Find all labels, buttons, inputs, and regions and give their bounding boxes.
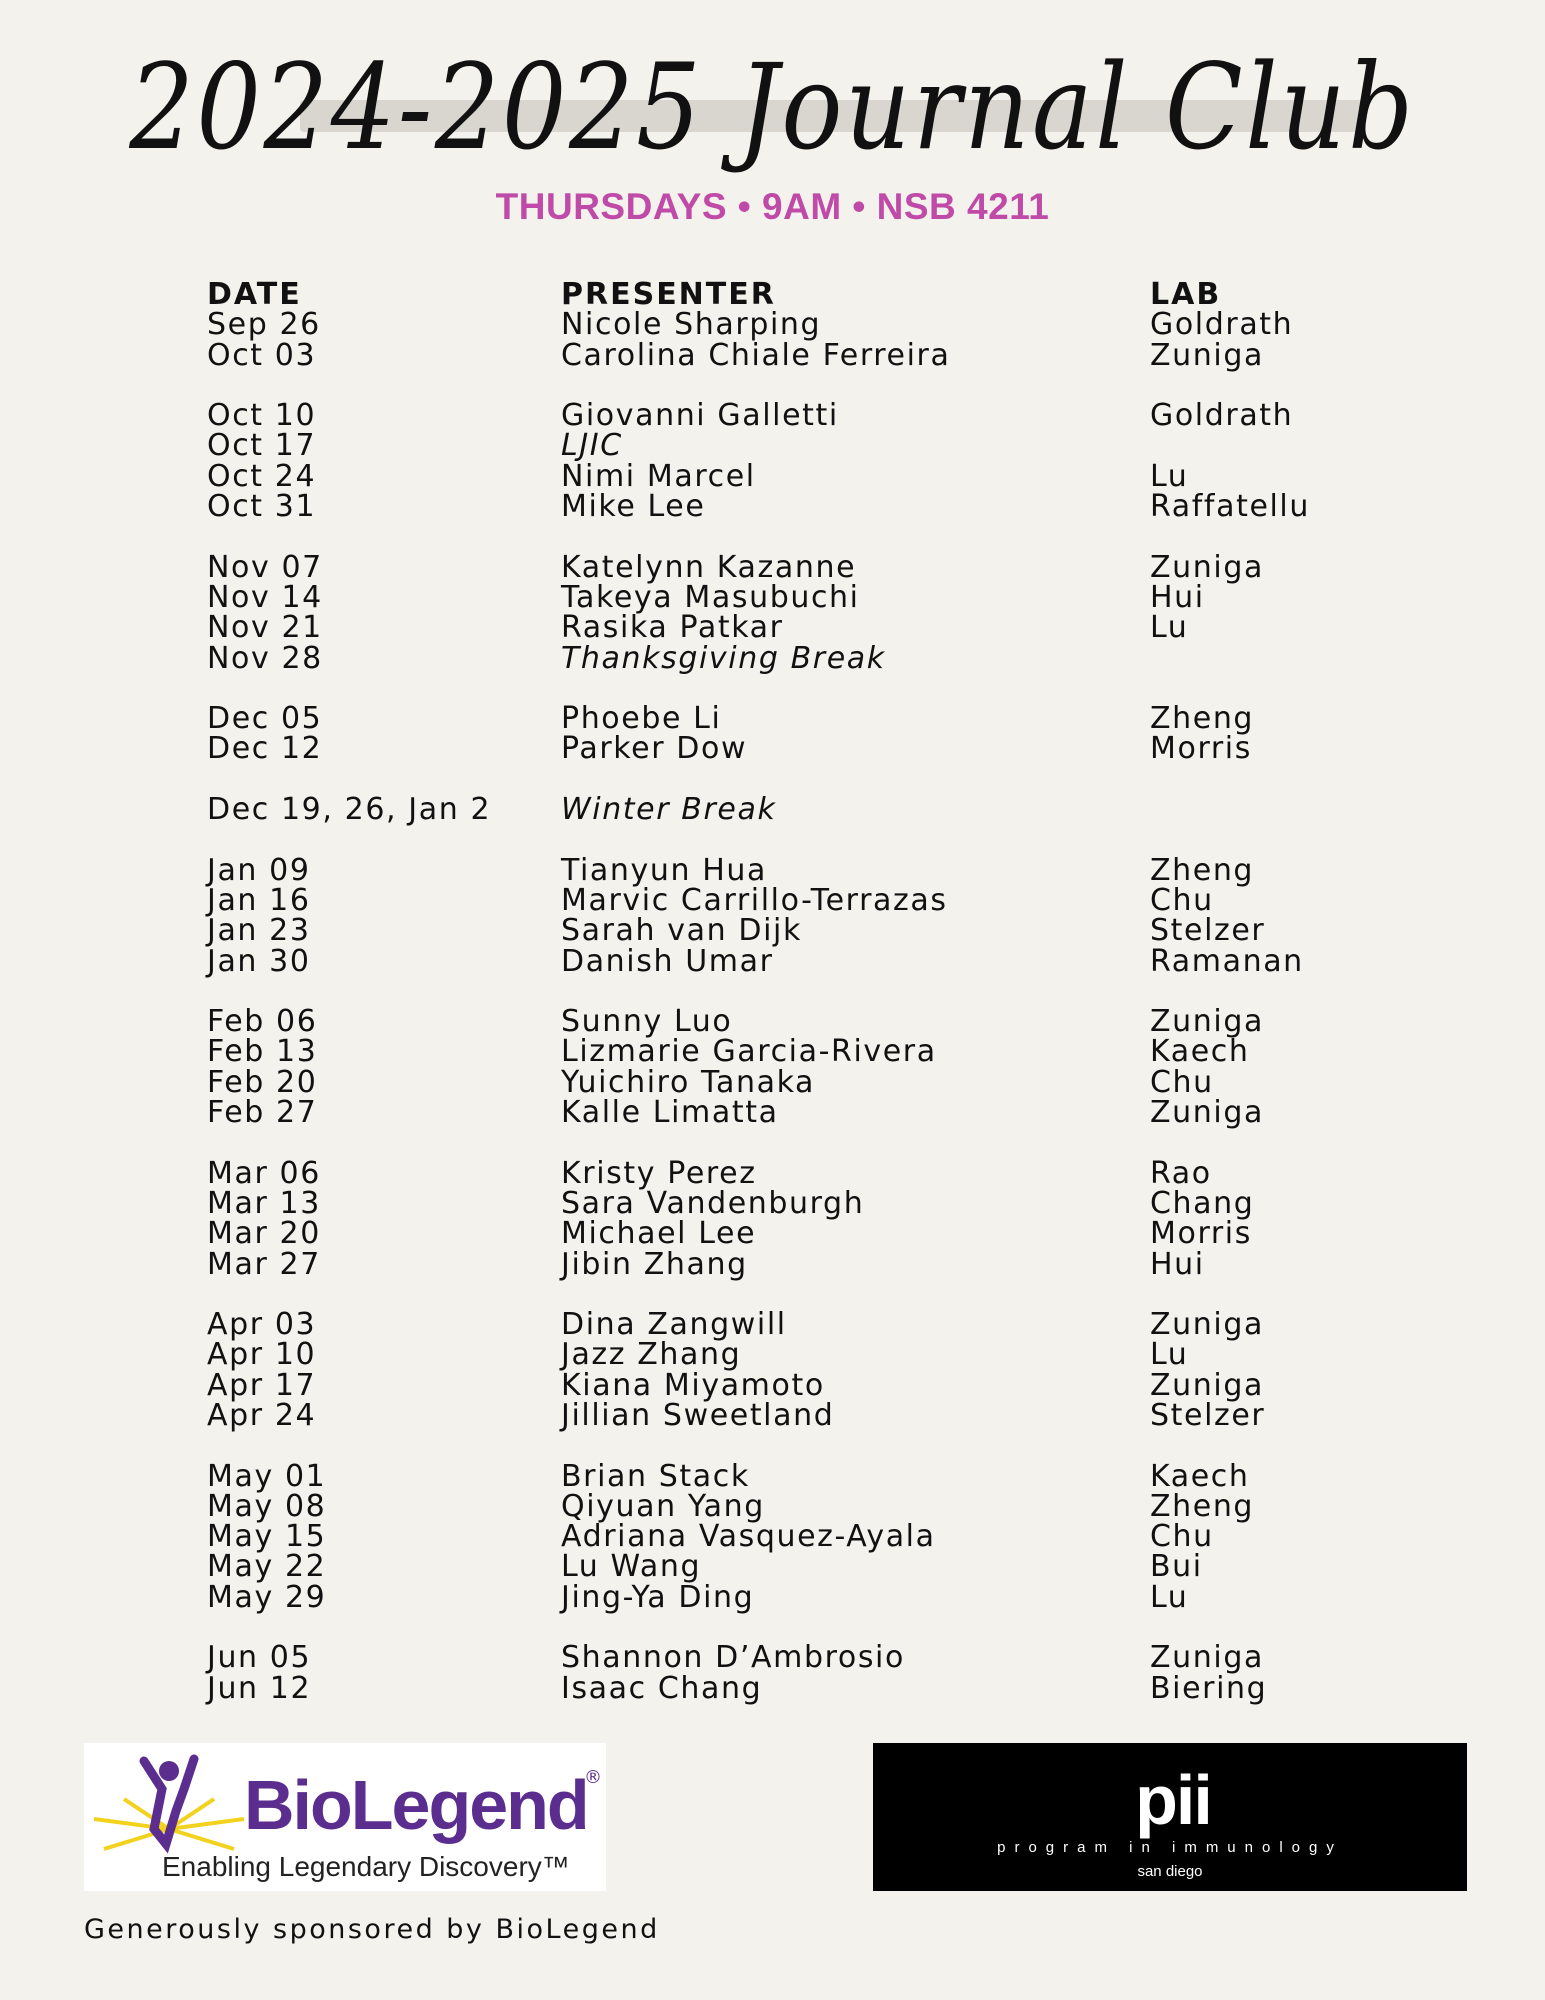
presenter-cell: Danish Umar [561, 943, 774, 979]
presenter-cell: Qiyuan Yang [561, 1488, 765, 1524]
presenter-cell: Kiana Miyamoto [561, 1367, 825, 1403]
date-cell: Nov 21 [207, 610, 323, 646]
schedule-row [207, 852, 1407, 888]
presenter-cell: Sara Vandenburgh [561, 1185, 865, 1221]
presenter-cell: Brian Stack [561, 1458, 750, 1494]
lab-cell: Goldrath [1150, 307, 1294, 343]
presenter-cell: Tianyun Hua [561, 852, 768, 888]
date-cell: Dec 05 [207, 701, 323, 737]
group-spacer [207, 825, 1407, 855]
schedule-row [207, 1155, 1407, 1191]
date-cell: Nov 14 [207, 579, 323, 615]
schedule-row [207, 1579, 1407, 1615]
lab-cell: Hui [1150, 1246, 1205, 1282]
schedule-row [207, 792, 1407, 828]
date-cell: Jan 30 [207, 943, 311, 979]
presenter-cell: Parker Dow [561, 731, 748, 767]
schedule-row [207, 1004, 1407, 1040]
schedule-row [207, 1246, 1407, 1282]
header-presenter: PRESENTER [561, 277, 776, 312]
lab-cell: Lu [1150, 610, 1189, 646]
presenter-cell: Jillian Sweetland [561, 1397, 835, 1433]
date-cell: Jun 05 [207, 1640, 312, 1676]
schedule-row [207, 1488, 1407, 1524]
schedule-row [207, 307, 1407, 343]
presenter-cell: Winter Break [561, 792, 777, 828]
lab-cell: Kaech [1150, 1034, 1250, 1070]
date-cell: Oct 31 [207, 489, 317, 525]
presenter-cell: Lu Wang [561, 1549, 702, 1585]
schedule-row [207, 458, 1407, 494]
presenter-cell: Kalle Limatta [561, 1095, 779, 1131]
date-cell: May 01 [207, 1458, 327, 1494]
presenter-cell: Jing-Ya Ding [561, 1579, 755, 1615]
date-cell: Apr 24 [207, 1397, 317, 1433]
schedule-row [207, 1064, 1407, 1100]
group-spacer [207, 1128, 1407, 1158]
presenter-cell: Yuichiro Tanaka [561, 1064, 816, 1100]
presenter-cell: Lizmarie Garcia-Rivera [561, 1034, 937, 1070]
presenter-cell: Giovanni Galletti [561, 398, 839, 434]
header-lab: LAB [1150, 277, 1222, 312]
pii-logo [873, 1743, 1467, 1891]
pii-location: san diego [1137, 1863, 1203, 1880]
group-spacer [207, 1280, 1407, 1310]
lab-cell: Stelzer [1150, 913, 1266, 949]
date-cell: Nov 07 [207, 549, 323, 585]
date-cell: Mar 27 [207, 1246, 321, 1282]
schedule-row [207, 1670, 1407, 1706]
schedule-row [207, 489, 1407, 525]
date-cell: Jun 12 [207, 1670, 312, 1706]
lab-cell: Chu [1150, 1064, 1214, 1100]
lab-cell: Zuniga [1150, 1095, 1264, 1131]
presenter-cell: Carolina Chiale Ferreira [561, 337, 951, 373]
date-cell: Oct 03 [207, 337, 317, 373]
date-cell: May 22 [207, 1549, 327, 1585]
group-spacer [207, 765, 1407, 795]
presenter-cell: Michael Lee [561, 1216, 757, 1252]
date-cell: Dec 19, 26, Jan 2 [207, 792, 492, 828]
group-spacer [207, 1431, 1407, 1461]
schedule-row [207, 1549, 1407, 1585]
schedule-row [207, 943, 1407, 979]
lab-cell: Rao [1150, 1155, 1212, 1191]
schedule-row [207, 428, 1407, 464]
table-header [207, 277, 1407, 312]
group-spacer [207, 674, 1407, 704]
date-cell: Feb 27 [207, 1095, 318, 1131]
group-spacer [207, 371, 1407, 401]
schedule-row [207, 640, 1407, 676]
biolegend-figure-icon [94, 1749, 244, 1859]
presenter-cell: Takeya Masubuchi [561, 579, 860, 615]
schedule-row [207, 1185, 1407, 1221]
schedule-row [207, 731, 1407, 767]
sponsor-note: Generously sponsored by BioLegend [84, 1914, 660, 1945]
group-spacer [207, 1613, 1407, 1643]
date-cell: Jan 16 [207, 882, 311, 918]
date-cell: Jan 23 [207, 913, 311, 949]
schedule-row [207, 1458, 1407, 1494]
date-cell: Feb 06 [207, 1004, 318, 1040]
presenter-cell: Rasika Patkar [561, 610, 784, 646]
lab-cell: Goldrath [1150, 398, 1294, 434]
presenter-cell: Katelynn Kazanne [561, 549, 857, 585]
title-block [0, 30, 1545, 200]
group-spacer [207, 522, 1407, 552]
schedule-row [207, 1337, 1407, 1373]
page-title: 2024-2025 Journal Club [129, 38, 1416, 176]
lab-cell: Ramanan [1150, 943, 1304, 979]
date-cell: May 29 [207, 1579, 327, 1615]
lab-cell: Lu [1150, 458, 1189, 494]
date-cell: Feb 20 [207, 1064, 318, 1100]
biolegend-logo [84, 1743, 606, 1891]
presenter-cell: Nimi Marcel [561, 458, 756, 494]
lab-cell: Zheng [1150, 1488, 1255, 1524]
schedule-row [207, 1095, 1407, 1131]
presenter-cell: Thanksgiving Break [561, 640, 886, 676]
lab-cell: Morris [1150, 1216, 1252, 1252]
schedule-row [207, 1216, 1407, 1252]
date-cell: Apr 03 [207, 1307, 317, 1343]
meeting-info: THURSDAYS • 9AM • NSB 4211 [495, 186, 1050, 227]
presenter-cell: Kristy Perez [561, 1155, 757, 1191]
registered-mark: ® [584, 1767, 602, 1788]
presenter-cell: Adriana Vasquez-Ayala [561, 1519, 936, 1555]
date-cell: Apr 10 [207, 1337, 317, 1373]
date-cell: Feb 13 [207, 1034, 318, 1070]
lab-cell: Lu [1150, 1579, 1189, 1615]
lab-cell: Hui [1150, 579, 1205, 615]
presenter-cell: Marvic Carrillo-Terrazas [561, 882, 948, 918]
schedule-row [207, 549, 1407, 585]
biolegend-tagline: Enabling Legendary Discovery™ [162, 1851, 570, 1882]
schedule-row [207, 882, 1407, 918]
date-cell: Nov 28 [207, 640, 323, 676]
lab-cell: Chu [1150, 1519, 1214, 1555]
presenter-cell: Dina Zangwill [561, 1307, 787, 1343]
lab-cell: Zuniga [1150, 549, 1264, 585]
presenter-cell: LJIC [561, 428, 623, 464]
schedule-row [207, 337, 1407, 373]
pii-program-name: program in immunology [997, 1839, 1343, 1856]
presenter-cell: Nicole Sharping [561, 307, 822, 343]
header-date: DATE [207, 277, 302, 312]
date-cell: Oct 24 [207, 458, 317, 494]
date-cell: May 15 [207, 1519, 327, 1555]
schedule-table [207, 277, 1407, 1706]
lab-cell: Kaech [1150, 1458, 1250, 1494]
schedule-row [207, 398, 1407, 434]
lab-cell: Zuniga [1150, 337, 1264, 373]
schedule-row [207, 610, 1407, 646]
lab-cell: Raffatellu [1150, 489, 1310, 525]
presenter-cell: Jibin Zhang [561, 1246, 748, 1282]
lab-cell: Lu [1150, 1337, 1189, 1373]
schedule-row [207, 701, 1407, 737]
date-cell: Mar 06 [207, 1155, 321, 1191]
schedule-row [207, 1367, 1407, 1403]
date-cell: Mar 13 [207, 1185, 321, 1221]
date-cell: Apr 17 [207, 1367, 317, 1403]
lab-cell: Bui [1150, 1549, 1203, 1585]
schedule-row [207, 1640, 1407, 1676]
lab-cell: Zheng [1150, 852, 1255, 888]
presenter-cell: Phoebe Li [561, 701, 722, 737]
date-cell: Sep 26 [207, 307, 321, 343]
schedule-row [207, 579, 1407, 615]
lab-cell: Zuniga [1150, 1367, 1264, 1403]
lab-cell: Chu [1150, 882, 1214, 918]
presenter-cell: Sunny Luo [561, 1004, 733, 1040]
biolegend-wordmark: BioLegend [244, 1766, 588, 1844]
schedule-row [207, 913, 1407, 949]
date-cell: Dec 12 [207, 731, 323, 767]
presenter-cell: Sarah van Dijk [561, 913, 802, 949]
presenter-cell: Jazz Zhang [561, 1337, 742, 1373]
lab-cell: Biering [1150, 1670, 1268, 1706]
lab-cell: Zuniga [1150, 1307, 1264, 1343]
lab-cell: Zheng [1150, 701, 1255, 737]
presenter-cell: Isaac Chang [561, 1670, 763, 1706]
lab-cell: Chang [1150, 1185, 1255, 1221]
lab-cell: Morris [1150, 731, 1252, 767]
presenter-cell: Shannon D’Ambrosio [561, 1640, 905, 1676]
group-spacer [207, 977, 1407, 1007]
date-cell: Oct 17 [207, 428, 317, 464]
lab-cell: Stelzer [1150, 1397, 1266, 1433]
date-cell: May 08 [207, 1488, 327, 1524]
date-cell: Mar 20 [207, 1216, 321, 1252]
schedule-row [207, 1034, 1407, 1070]
lab-cell: Zuniga [1150, 1640, 1264, 1676]
schedule-row [207, 1307, 1407, 1343]
date-cell: Oct 10 [207, 398, 317, 434]
schedule-row [207, 1397, 1407, 1433]
presenter-cell: Mike Lee [561, 489, 706, 525]
pii-mark: pii [1135, 1761, 1211, 1839]
lab-cell: Zuniga [1150, 1004, 1264, 1040]
schedule-row [207, 1519, 1407, 1555]
date-cell: Jan 09 [207, 852, 311, 888]
